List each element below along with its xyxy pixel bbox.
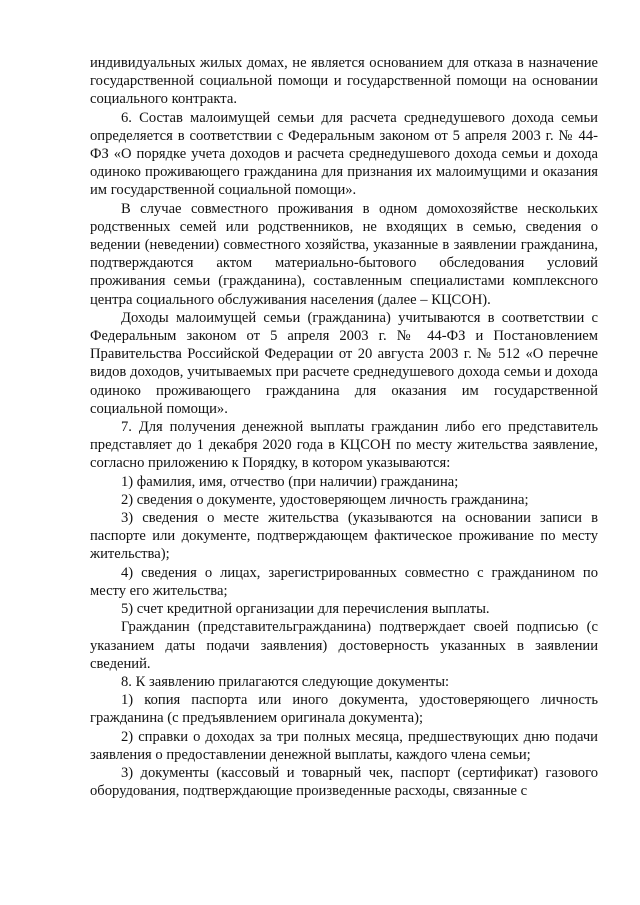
list-item-income-certificates: 2) справки о доходах за три полных месяца, предшествующих дню подачи заявления о предоставлении денежной выплаты, каждого члена семьи; (90, 728, 598, 763)
paragraph-signature-confirmation: Гражданин (представительгражданина) подтверждает своей подписью (с указанием даты подачи заявления) достоверность указанных в заявлении сведений. (90, 619, 598, 672)
list-item-registered-persons: 4) сведения о лицах, зарегистрированных совместно с гражданином по месту его жительства; (90, 564, 598, 599)
paragraph-item-8: 8. К заявлению прилагаются следующие документы: (121, 673, 450, 690)
list-item-bank-account: 5) счет кредитной организации для перечисления выплаты. (121, 601, 490, 618)
list-item-expense-documents: 3) документы (кассовый и товарный чек, паспорт (сертификат) газового оборудования, подтверждающие произведенные расходы, связанные с (90, 764, 598, 800)
document-body (90, 54, 598, 800)
paragraph-item-6: 6. Состав малоимущей семьи для расчета среднедушевого дохода семьи определяется в соответствии с Федеральным законом от 5 апреля 2003 г. № 44-ФЗ «О порядке учета доходов и расчета среднедушевого дохода семьи и дохода одиноко проживающего гражданина для признания их малоимущими и оказания им государственной социальной помощи». (90, 109, 598, 199)
list-item-passport-copy: 1) копия паспорта или иного документа, удостоверяющего личность гражданина (с предъявлением оригинала документа); (90, 692, 598, 727)
paragraph-item-7: 7. Для получения денежной выплаты гражданин либо его представитель представляет до 1 декабря 2020 года в КЦСОН по месту жительства заявление, согласно приложению к Порядку, в котором указываются: (90, 419, 598, 472)
paragraph-income-accounting: Доходы малоимущей семьи (гражданина) учитываются в соответствии с Федеральным законом от 5 апреля 2003 г. № 44-ФЗ и Постановлением Правительства Российской Федерации от 20 августа 2003 г. № 512 «О перечне видов доходов, учитываемых при расчете среднедушевого дохода семьи и дохода одиноко проживающего гражданина для оказания им государственной социальной помощи». (90, 309, 598, 417)
list-item-identity-document: 2) сведения о документе, удостоверяющем личность гражданина; (121, 491, 529, 508)
paragraph-continuation: индивидуальных жилых домах, не является основанием для отказа в назначение государственной социальной помощи и государственной помощи на основании социального контракта. (90, 55, 598, 108)
paragraph-joint-residence: В случае совместного проживания в одном домохозяйстве нескольких родственных семей или родственников, не входящих в семью, сведения о ведении (неведении) совместного хозяйства, указанные в заявлении гражданина, подтверждаются актом материально-бытового обследования условий проживания семьи (гражданина), составленным специалистами комплексного центра социального обслуживания населения (далее – КЦСОН). (90, 200, 598, 308)
list-item-name: 1) фамилия, имя, отчество (при наличии) гражданина; (121, 473, 459, 490)
list-item-residence: 3) сведения о месте жительства (указываются на основании записи в паспорте или документе, подтверждающем фактическое проживание по месту жительства); (90, 510, 598, 563)
